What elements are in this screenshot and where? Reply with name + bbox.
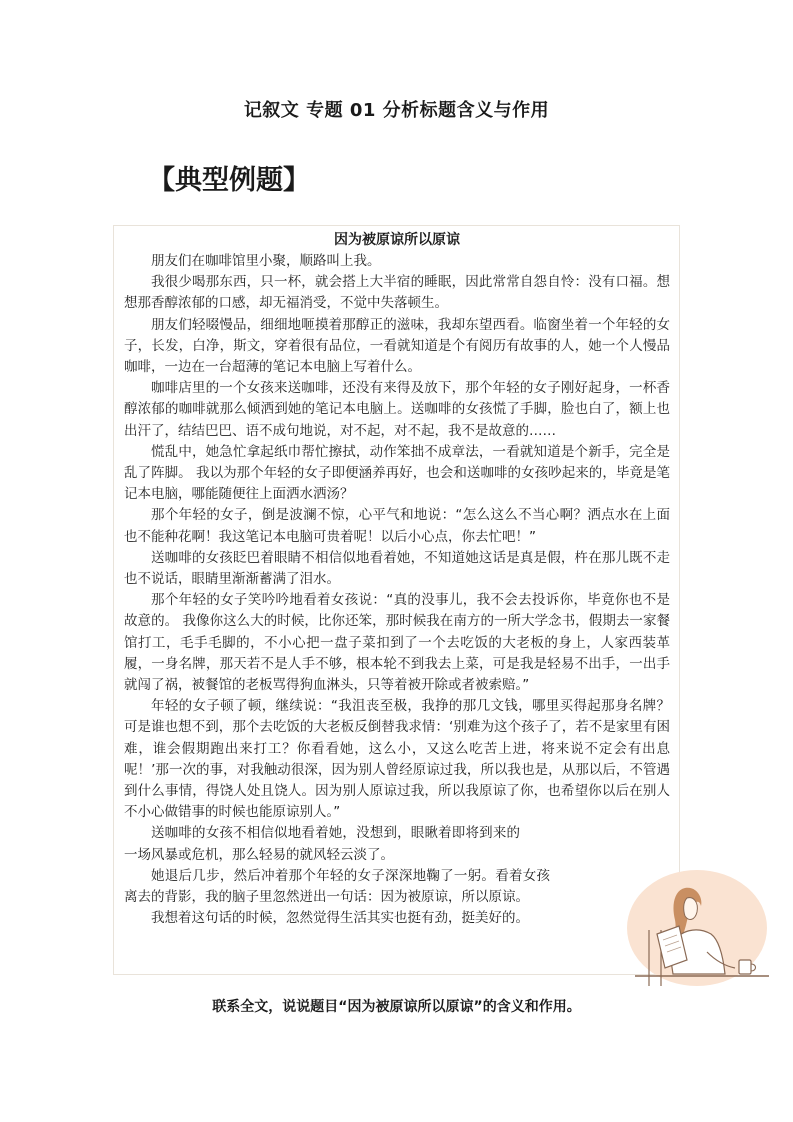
- passage-paragraph: 送咖啡的女孩眨巴着眼睛不相信似地看着她，不知道她这话是真是假，杵在那儿既不走也不说话，眼睛里渐渐蓄满了泪水。: [124, 549, 670, 588]
- passage-paragraph: 她退后几步，然后冲着那个年轻的女子深深地鞠了一躬。看着女孩离去的背影，我的脑子里忽然迸出一句话：因为被原谅，所以原谅。: [124, 867, 550, 906]
- passage-paragraph: 年轻的女子顿了顿，继续说：“我沮丧至极，我挣的那几文钱，哪里买得起那身名牌？可是谁也想不到，那个去吃饭的大老板反倒替我求情：‘别难为这个孩子了，若不是家里有困难，谁会假期跑出来打工？你看看她，这么小，又这么吃苦上进，将来说不定会有出息呢！’那一次的事，对我触动很深，因为别人曾经原谅过我，所以我也是，从那以后，不管遇到什么事情，得饶人处且饶人。因为别人原谅过我，所以我原谅了你，也希望你以后在别人不小心做错事的时候也能原谅别人。”: [124, 698, 670, 821]
- passage-paragraph: 咖啡店里的一个女孩来送咖啡，还没有来得及放下，那个年轻的女子刚好起身，一杯香醇浓郁的咖啡就那么倾洒到她的笔记本电脑上。送咖啡的女孩慌了手脚，脸也白了，额上也出汗了，结结巴巴、语不成句地说，对不起，对不起，我不是故意的……: [124, 380, 670, 439]
- passage-paragraph: 那个年轻的女子，倒是波澜不惊，心平气和地说：“怎么这么不当心啊？洒点水在上面也不能种花啊！我这笔记本电脑可贵着呢！以后小心点，你去忙吧！”: [124, 507, 670, 545]
- coffee-cup-icon: [739, 960, 751, 974]
- section-heading: 【典型例题】: [148, 165, 310, 196]
- passage-paragraph: 慌乱中，她急忙拿起纸巾帮忙擦拭，动作笨拙不成章法，一看就知道是个新手，完全是乱了阵脚。 我以为那个年轻的女子即便涵养再好，也会和送咖啡的女孩吵起来的，毕竟是笔记本电脑，哪能随便往上面洒水洒汤？: [124, 443, 670, 503]
- question-prompt: 联系全文，说说题目“因为被原谅所以原谅”的含义和作用。: [212, 999, 581, 1015]
- passage-paragraph: 我想着这句话的时候，忽然觉得生活其实也挺有劲，挺美好的。: [151, 910, 529, 927]
- passage-paragraph: 那个年轻的女子笑吟吟地看着女孩说：“真的没事儿，我不会去投诉你，毕竟你也不是故意的。 我像你这么大的时候，比你还笨，那时候我在南方的一所大学念书，假期去一家餐馆打工，毛手毛脚的，不小心把一盘子菜扣到了一个去吃饭的大老板的身上，人家西装革履，一身名牌，那天若不是人手不够，根本轮不到我去上菜，可是我是轻易不出手，一出手就闯了祸，被餐馆的老板骂得狗血淋头，只等着被开除或者被索赔。”: [124, 592, 670, 694]
- passage-paragraph: 我很少喝那东西，只一杯，就会搭上大半宿的睡眠，因此常常自怨自怜：没有口福。想想那香醇浓郁的口感，却无福消受，不觉中失落顿生。: [124, 274, 670, 312]
- passage-paragraph: 朋友们轻啜慢品，细细地咂摸着那醇正的滋味，我却东望西看。临窗坐着一个年轻的女子，长发，白净，斯文，穿着很有品位，一看就知道是个有阅历有故事的人，她一个人慢品咖啡，一边在一台超薄的笔记本电脑上写着什么。: [124, 316, 670, 376]
- reading-woman-illustration: [627, 868, 775, 993]
- reading-passage: [113, 225, 680, 975]
- passage-paragraph: 朋友们在咖啡馆里小聚，顺路叫上我。: [151, 253, 381, 269]
- document-title: 记叙文 专题 01 分析标题含义与作用: [243, 100, 550, 121]
- passage-title: 因为被原谅所以原谅: [334, 232, 460, 248]
- passage-paragraph: 送咖啡的女孩不相信似地看着她，没想到，眼瞅着即将到来的一场风暴或危机，那么轻易的就风轻云淡了。: [124, 825, 520, 863]
